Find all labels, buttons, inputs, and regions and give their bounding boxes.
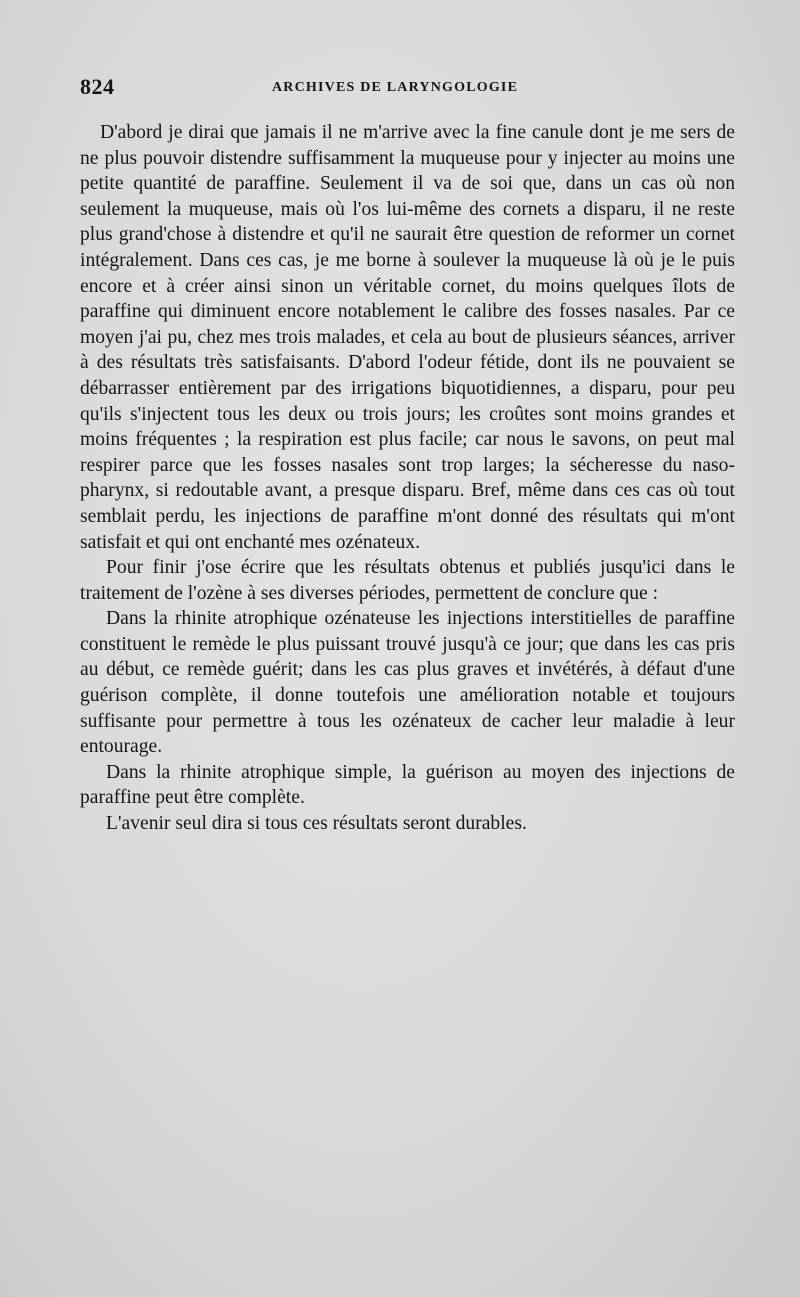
page-header xyxy=(80,74,740,104)
paragraph: Dans la rhinite atrophique ozénateuse les injections interstitielles de paraffine constituent le remède le plus puissant trouvé jusqu'à ce jour; que dans les cas pris au début, ce remède guérit; dans les cas plus graves et invétérés, à défaut d'une guérison complète, il donne toutefois une amélioration notable et toujours suffisante pour permettre à tous les ozénateux de cacher leur maladie à leur entourage. xyxy=(80,608,735,758)
page-number: 824 xyxy=(80,74,115,99)
paragraph: Dans la rhinite atrophique simple, la guérison au moyen des injections de paraffine peut être complète. xyxy=(80,761,735,809)
running-title: ARCHIVES DE LARYNGOLOGIE xyxy=(272,80,519,95)
paragraph: Pour finir j'ose écrire que les résultats obtenus et publiés jusqu'ici dans le traitement de l'ozène à ses diverses périodes, permettent de conclure que : xyxy=(80,557,735,604)
paragraph: D'abord je dirai que jamais il ne m'arrive avec la fine canule dont je me sers de ne plus pouvoir distendre suffisamment la muqueuse pour y injecter au moins une petite quantité de paraffine. Seulement il va de soi que, dans un cas où non seulement la muqueuse, mais où l'os lui-même des cornets a disparu, il ne reste plus grand'chose à distendre et qu'il ne saurait être question de reformer un cornet intégralement. Dans ces cas, je me borne à soulever la muqueuse là où je le puis encore et à créer ainsi sinon un véritable cornet, du moins quelques îlots de paraffine qui diminuent encore notablement le calibre des fosses nasales. Par ce moyen j'ai pu, chez mes trois malades, et cela au bout de plusieurs séances, arriver à des résultats très satisfaisants. D'abord l'odeur fétide, dont ils ne pouvaient se débarrasser entièrement par des irrigations biquotidiennes, a disparu, pour peu qu'ils s'injectent tous les deux ou trois jours; les croûtes sont moins grandes et moins fréquentes ; la respiration est plus facile; car nous le savons, on peut mal respirer parce que les fosses nasales sont trop larges; la sécheresse du naso-pharynx, si redoutable avant, a presque disparu. Bref, même dans ces cas où tout semblait perdu, les injections de paraffine m'ont donné des résultats qui m'ont satisfait et qui ont enchanté mes ozénateux. xyxy=(80,122,735,553)
paragraph: L'avenir seul dira si tous ces résultats seront durables. xyxy=(106,813,527,835)
body-text xyxy=(80,120,735,837)
